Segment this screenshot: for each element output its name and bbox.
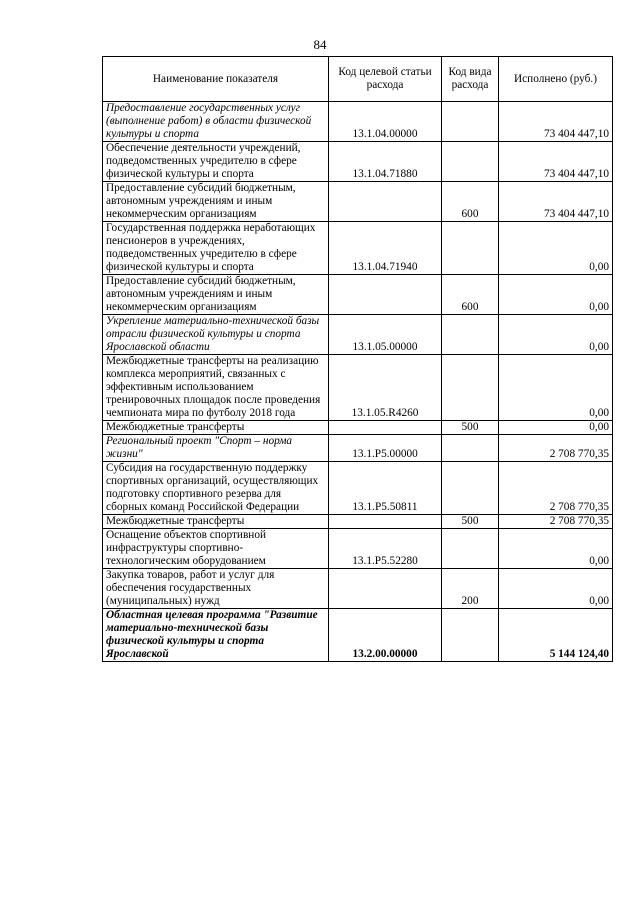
header-row [103,57,613,102]
header-expense-type-code: Код вида расхода [442,57,499,102]
executed-amount-cell: 2 708 770,35 [499,462,613,515]
header-indicator-name: Наименование показателя [103,57,329,102]
indicator-name-cell: Оснащение объектов спортивной инфраструктуры спортивно-технологическим оборудованием [103,529,329,569]
header-target-article-code: Код целевой статьи расхода [329,57,442,102]
executed-amount-cell: 2 708 770,35 [499,435,613,462]
target-article-code-cell [329,569,442,609]
expense-type-code-cell: 200 [442,569,499,609]
table-row [103,569,613,609]
expense-type-code-cell: 600 [442,275,499,315]
indicator-name-cell: Предоставление государственных услуг (выполнение работ) в области физической культуры и спорта [103,102,329,142]
table-row [103,515,613,529]
indicator-name-cell: Межбюджетные трансферты на реализацию комплекса мероприятий, связанных с эффективным использованием тренировочных площадок после проведения чемпионата мира по футболу 2018 года [103,355,329,421]
executed-amount-cell: 73 404 447,10 [499,182,613,222]
indicator-name-cell: Закупка товаров, работ и услуг для обеспечения государственных (муниципальных) нужд [103,569,329,609]
table-row [103,315,613,355]
table-header [103,57,613,102]
indicator-name-cell: Обеспечение деятельности учреждений, подведомственных учредителю в сфере физической культуры и спорта [103,142,329,182]
expense-type-code-cell [442,102,499,142]
target-article-code-cell: 13.1.04.71880 [329,142,442,182]
table-row [103,275,613,315]
indicator-name-cell: Субсидия на государственную поддержку спортивных организаций, осуществляющих подготовку спортивного резерва для сборных команд Российской Федерации [103,462,329,515]
executed-amount-cell: 0,00 [499,529,613,569]
target-article-code-cell: 13.1.04.00000 [329,102,442,142]
executed-amount-cell: 0,00 [499,315,613,355]
executed-amount-cell: 0,00 [499,222,613,275]
expense-type-code-cell [442,462,499,515]
target-article-code-cell [329,421,442,435]
indicator-name-cell: Предоставление субсидий бюджетным, автономным учреждениям и иным некоммерческим организациям [103,182,329,222]
table-row [103,421,613,435]
expense-type-code-cell [442,142,499,182]
indicator-name-cell: Межбюджетные трансферты [103,421,329,435]
table-row [103,529,613,569]
target-article-code-cell: 13.1.04.71940 [329,222,442,275]
page-number: 84 [313,37,327,52]
executed-amount-cell: 5 144 124,40 [499,609,613,662]
executed-amount-cell: 73 404 447,10 [499,142,613,182]
target-article-code-cell: 13.1.P5.00000 [329,435,442,462]
target-article-code-cell: 13.2.00.00000 [329,609,442,662]
table-row [103,609,613,662]
table-body [103,102,613,662]
target-article-code-cell [329,275,442,315]
target-article-code-cell: 13.1.05.R4260 [329,355,442,421]
executed-amount-cell: 2 708 770,35 [499,515,613,529]
target-article-code-cell: 13.1.05.00000 [329,315,442,355]
header-executed-amount: Исполнено (руб.) [499,57,613,102]
indicator-name-cell: Межбюджетные трансферты [103,515,329,529]
indicator-name-cell: Государственная поддержка неработающих пенсионеров в учреждениях, подведомственных учредителю в сфере физической культуры и спорта [103,222,329,275]
executed-amount-cell: 0,00 [499,355,613,421]
target-article-code-cell: 13.1.P5.52280 [329,529,442,569]
expenditure-table [102,56,613,662]
executed-amount-cell: 0,00 [499,275,613,315]
indicator-name-cell: Областная целевая программа "Развитие материально-технической базы физической культуры и спорта Ярославской [103,609,329,662]
executed-amount-cell: 0,00 [499,569,613,609]
target-article-code-cell [329,515,442,529]
table-row [103,142,613,182]
expense-type-code-cell [442,222,499,275]
target-article-code-cell [329,182,442,222]
indicator-name-cell: Региональный проект "Спорт – норма жизни" [103,435,329,462]
target-article-code-cell: 13.1.P5.50811 [329,462,442,515]
executed-amount-cell: 0,00 [499,421,613,435]
expense-type-code-cell: 600 [442,182,499,222]
expense-type-code-cell: 500 [442,515,499,529]
indicator-name-cell: Укрепление материально-технической базы отрасли физической культуры и спорта Ярославской области [103,315,329,355]
table-row [103,355,613,421]
expense-type-code-cell [442,435,499,462]
table-row [103,462,613,515]
table-row [103,102,613,142]
executed-amount-cell: 73 404 447,10 [499,102,613,142]
table-row [103,222,613,275]
expense-type-code-cell [442,355,499,421]
table-row [103,435,613,462]
expense-type-code-cell [442,529,499,569]
expense-type-code-cell [442,315,499,355]
table-row [103,182,613,222]
indicator-name-cell: Предоставление субсидий бюджетным, автономным учреждениям и иным некоммерческим организациям [103,275,329,315]
expense-type-code-cell [442,609,499,662]
expense-type-code-cell: 500 [442,421,499,435]
